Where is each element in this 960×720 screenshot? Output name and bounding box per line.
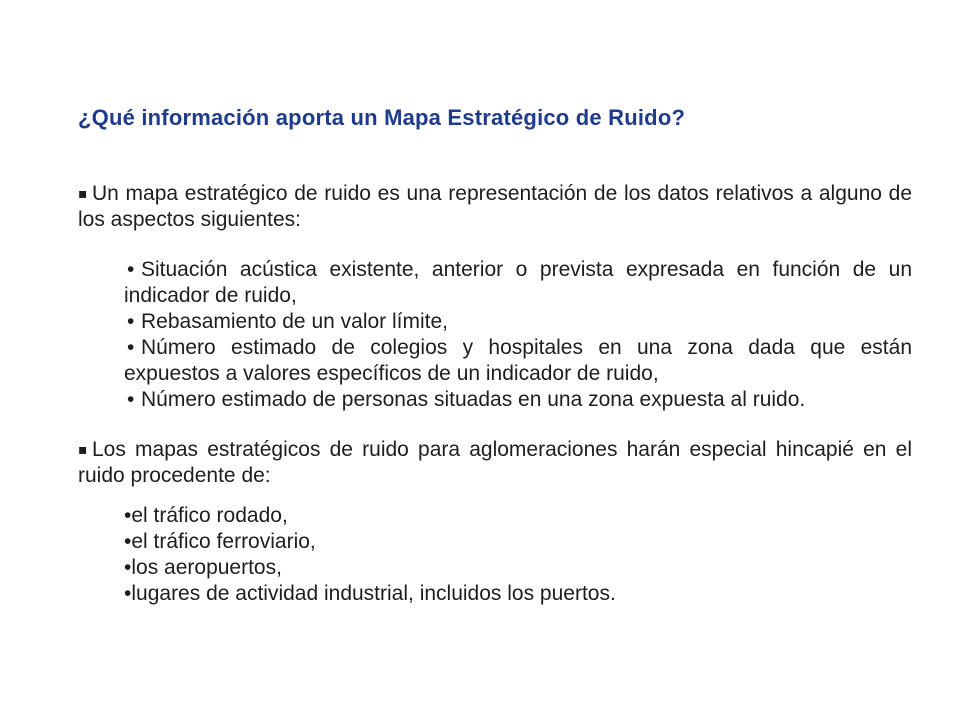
source-item <box>124 555 912 581</box>
aspect-item <box>124 257 912 309</box>
aspect-line <box>124 283 912 309</box>
bullet-icon: • <box>124 556 132 579</box>
intro-paragraph <box>78 181 912 233</box>
intro-text: los aspectos siguientes: <box>78 208 301 231</box>
agglomerations-text: Los mapas estratégicos de ruido para aglomeraciones harán especial hincapié en el <box>92 438 912 461</box>
source-item <box>124 529 912 555</box>
agglomerations-text: ruido procedente de: <box>78 464 271 487</box>
aspect-text: Rebasamiento de un valor límite, <box>141 310 448 333</box>
aspect-line <box>124 309 912 335</box>
aspect-line <box>124 387 912 413</box>
bullet-icon: • <box>124 504 132 527</box>
aspect-line <box>124 361 912 387</box>
aspect-item <box>124 335 912 387</box>
bullet-icon: • <box>127 336 135 359</box>
aspect-text: Situación acústica existente, anterior o prevista expresada en función de un <box>141 258 912 281</box>
aspect-item <box>124 387 912 413</box>
source-item <box>124 503 912 529</box>
slide-title: ¿Qué información aporta un Mapa Estratégico de Ruido? <box>78 105 686 130</box>
aspect-line <box>124 257 912 283</box>
agglomerations-line <box>78 437 912 463</box>
bullet-icon: • <box>127 310 135 333</box>
source-text: los aeropuertos, <box>131 556 282 579</box>
aspect-text: indicador de ruido, <box>124 284 297 307</box>
aspect-text: Número estimado de personas situadas en una zona expuesta al ruido. <box>141 388 806 411</box>
intro-line <box>78 207 912 233</box>
bullet-icon: • <box>127 388 135 411</box>
square-bullet-icon: ▪ <box>78 442 88 458</box>
aspect-text: Número estimado de colegios y hospitales en una zona dada que están <box>141 336 912 359</box>
aspects-list <box>124 257 912 413</box>
source-text: el tráfico rodado, <box>131 504 288 527</box>
intro-text: Un mapa estratégico de ruido es una representación de los datos relativos a alguno de <box>92 182 912 205</box>
aspect-line <box>124 335 912 361</box>
aspect-text: expuestos a valores específicos de un indicador de ruido, <box>124 362 659 385</box>
agglomerations-line <box>78 463 912 489</box>
source-text: lugares de actividad industrial, incluidos los puertos. <box>131 582 616 605</box>
intro-line <box>78 181 912 207</box>
agglomerations-paragraph <box>78 437 912 489</box>
bullet-icon: • <box>124 530 132 553</box>
aspect-item <box>124 309 912 335</box>
bullet-icon: • <box>127 258 135 281</box>
bullet-icon: • <box>124 582 132 605</box>
source-text: el tráfico ferroviario, <box>131 530 316 553</box>
source-item <box>124 581 912 607</box>
square-bullet-icon: ▪ <box>78 186 88 202</box>
noise-sources-list <box>124 503 912 607</box>
